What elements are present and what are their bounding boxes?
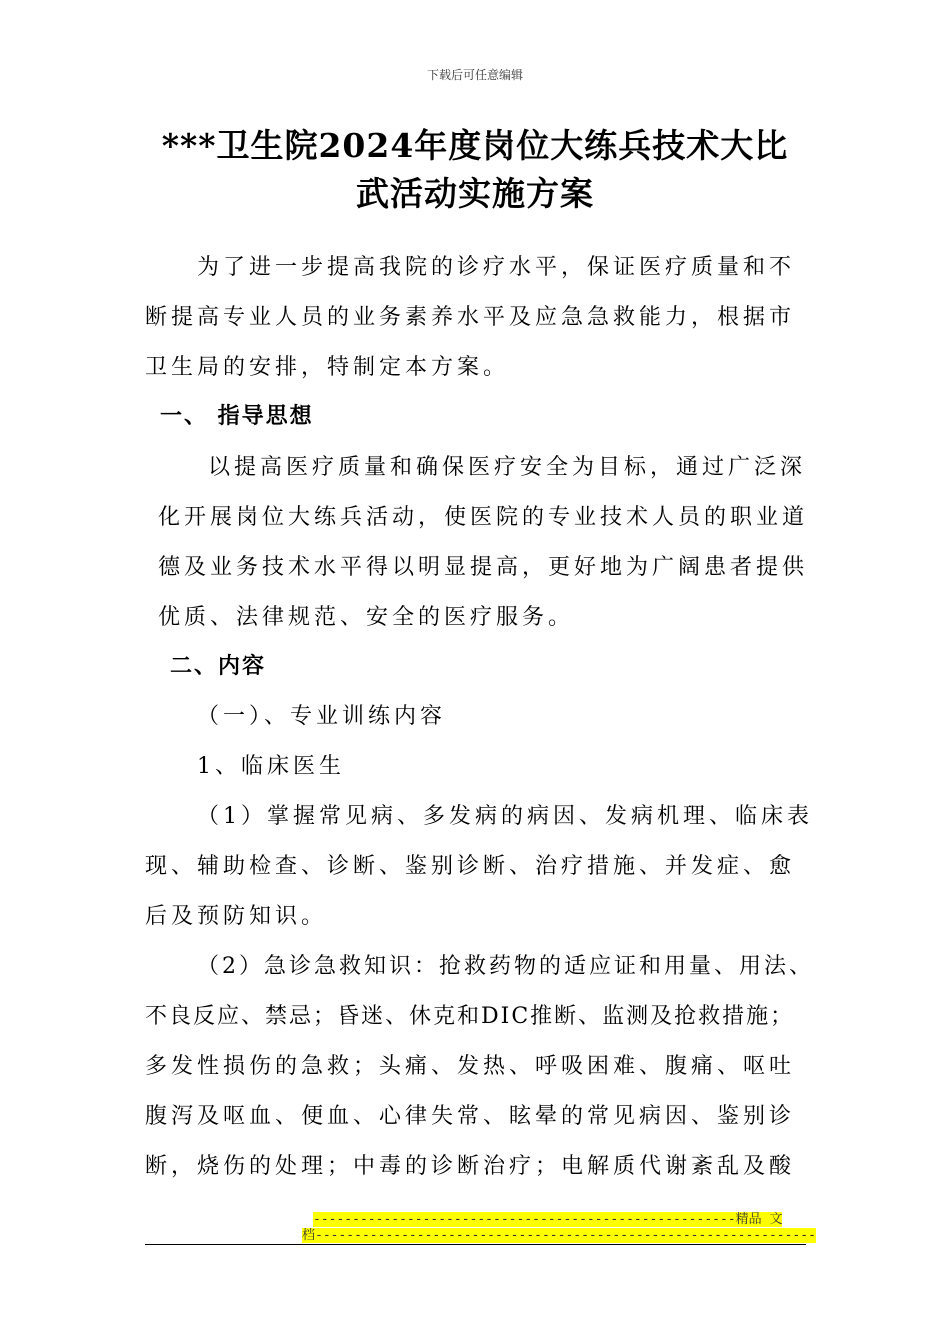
para-2-line-4: 腹泻及呕血、便血、心律失常、眩晕的常见病因、鉴别诊 xyxy=(145,1104,796,1129)
section-2-heading: 二、内容 xyxy=(170,654,267,679)
section-2-subheading: （一）、专业训练内容 xyxy=(197,704,447,729)
document-title-line-1: ***卫生院2024年度岗位大练兵技术大比 xyxy=(161,126,789,165)
section-2-item-1: 1、临床医生 xyxy=(197,754,345,779)
section-1-heading: 一、 指导思想 xyxy=(160,404,314,429)
para-1-line-3: 后及预防知识。 xyxy=(145,904,328,929)
footer-watermark-line-1: ------------------------------------------------------精品 文 xyxy=(313,1212,783,1227)
intro-line-1: 为了进一步提高我院的诊疗水平，保证医疗质量和不 xyxy=(197,255,796,280)
intro-line-3: 卫生局的安排，特制定本方案。 xyxy=(145,355,510,380)
para-1-line-2: 现、辅助检查、诊断、鉴别诊断、治疗措施、并发症、愈 xyxy=(145,854,796,879)
document-title-line-2: 武活动实施方案 xyxy=(356,174,594,213)
footer-divider xyxy=(145,1244,806,1245)
footer-watermark-line-2: 档---------------------------------------------------------------- xyxy=(302,1228,816,1243)
header-note: 下载后可任意编辑 xyxy=(426,68,523,82)
para-2-line-2: 不良反应、禁忌；昏迷、休克和DIC推断、监测及抢救措施； xyxy=(145,1004,795,1029)
para-2-line-1: （2）急诊急救知识：抢救药物的适应证和用量、用法、 xyxy=(197,954,814,979)
para-2-line-3: 多发性损伤的急救；头痛、发热、呼吸困难、腹痛、呕吐 xyxy=(145,1054,796,1079)
intro-line-2: 断提高专业人员的业务素养水平及应急急救能力，根据市 xyxy=(145,305,796,330)
section-1-line-2: 化开展岗位大练兵活动，使医院的专业技术人员的职业道 xyxy=(158,505,809,530)
para-1-line-1: （1）掌握常见病、多发病的病因、发病机理、临床表 xyxy=(197,804,813,829)
section-1-line-1: 以提高医疗质量和确保医疗安全为目标，通过广泛深 xyxy=(208,455,807,480)
section-1-line-3: 德及业务技术水平得以明显提高，更好地为广阔患者提供 xyxy=(158,555,809,580)
section-1-line-4: 优质、法律规范、安全的医疗服务。 xyxy=(158,605,575,630)
para-2-line-5: 断，烧伤的处理；中毒的诊断治疗；电解质代谢紊乱及酸 xyxy=(145,1154,796,1179)
